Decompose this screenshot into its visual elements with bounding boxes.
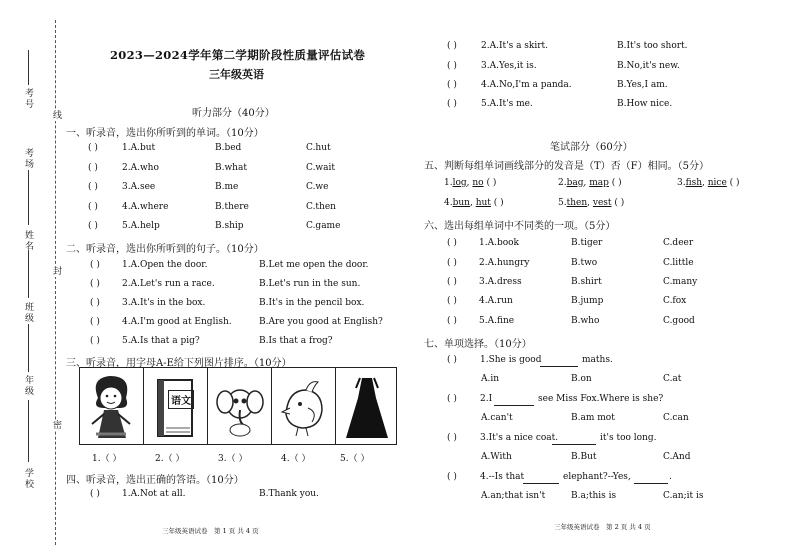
option-b: B.there	[215, 202, 249, 212]
option-a: 4.A.I'm good at English.	[122, 317, 232, 327]
answer-bracket[interactable]: ( )	[447, 61, 457, 71]
option-b: B.Is that a frog?	[259, 336, 333, 346]
answer-bracket[interactable]: ( )	[90, 336, 100, 346]
option-a: A.an;that isn't	[481, 491, 546, 501]
option-c: C.And	[663, 452, 691, 462]
phonics-item-3: 3.fish, nice ( )	[677, 178, 740, 188]
answer-bracket[interactable]: ( )	[729, 178, 740, 188]
answer-bracket[interactable]: ( )	[90, 298, 100, 308]
option-a: 1.A.but	[122, 143, 156, 153]
question-text: 2.I	[480, 394, 493, 404]
answer-bracket[interactable]: ( )	[88, 163, 98, 173]
book-cover-text: 语文	[168, 390, 194, 409]
option-c: C.good	[663, 316, 695, 326]
answer-blank[interactable]	[494, 405, 534, 406]
question-text: 3.It's a nice coat.	[480, 433, 559, 443]
option-a: 4.A.No,I'm a panda.	[481, 80, 572, 90]
option-a: 5.A.fine	[479, 316, 515, 326]
bird-picture	[272, 368, 336, 444]
question-tail: see Miss Fox.Where is she?	[538, 394, 664, 404]
option-a: 3.A.dress	[479, 277, 522, 287]
answer-bracket[interactable]: ( )	[611, 178, 622, 188]
word-2: vest	[592, 198, 612, 208]
picture-order-blank-2[interactable]: 2.（ ）	[155, 454, 185, 464]
answer-blank[interactable]	[634, 483, 668, 484]
option-a: 3.A.see	[122, 182, 156, 192]
binding-field-exam-room: 考场	[23, 148, 33, 170]
option-a: 2.A.It's a skirt.	[481, 41, 549, 51]
option-c: C.deer	[663, 238, 694, 248]
option-b: B.No,it's new.	[617, 61, 680, 71]
question-text: 4.--Is that	[480, 472, 525, 482]
binding-field-exam-number: 考号	[23, 88, 33, 110]
picture-order-blank-5[interactable]: 5.（ ）	[340, 454, 370, 464]
option-c: C.game	[306, 221, 341, 231]
option-a: 2.A.Let's run a race.	[122, 279, 215, 289]
answer-bracket[interactable]: ( )	[486, 178, 497, 188]
option-c: C.at	[663, 374, 682, 384]
picture-order-blank-3[interactable]: 3.（ ）	[218, 454, 248, 464]
picture-strip	[79, 367, 397, 445]
option-a: 5.A.Is that a pig?	[122, 336, 200, 346]
word-1: log	[452, 178, 467, 188]
phonics-item-1: 1.log, no ( )	[444, 178, 497, 188]
answer-bracket[interactable]: ( )	[447, 472, 457, 482]
phonics-item-5: 5.then, vest ( )	[558, 198, 625, 208]
option-b: B.ship	[215, 221, 244, 231]
answer-bracket[interactable]: ( )	[447, 258, 457, 268]
option-a: 2.A.hungry	[479, 258, 530, 268]
option-c: C.we	[306, 182, 329, 192]
doll-picture	[80, 368, 144, 444]
option-b: B.who	[571, 316, 600, 326]
option-c: C.an;it is	[663, 491, 704, 501]
option-b: B.Are you good at English?	[259, 317, 383, 327]
part7-title: 七、单项选择。（10分）	[424, 339, 532, 350]
answer-bracket[interactable]: ( )	[614, 198, 625, 208]
option-c: C.can	[663, 413, 689, 423]
answer-blank[interactable]	[523, 483, 559, 484]
answer-bracket[interactable]: ( )	[447, 355, 457, 365]
word-1: bag	[566, 178, 584, 188]
option-b: B.am mot	[571, 413, 615, 423]
part3-title: 三、听录音，用字母A-E给下列图片排序。（10分）	[66, 358, 292, 369]
answer-bracket[interactable]: ( )	[90, 279, 100, 289]
option-a: 3.A.It's in the box.	[122, 298, 206, 308]
option-b: B.bed	[215, 143, 242, 153]
exam-title: 2023—2024学年第二学期阶段性质量评估试卷	[110, 48, 366, 62]
option-b: B.tiger	[571, 238, 603, 248]
binding-blank-4	[28, 324, 29, 372]
elephant-picture	[208, 368, 272, 444]
option-b: B.Thank you.	[259, 489, 319, 499]
question-tail: elephant?--Yes,	[563, 472, 631, 482]
option-b: B.Yes,I am.	[617, 80, 668, 90]
chinese-book-picture	[144, 368, 208, 444]
option-c: C.many	[663, 277, 698, 287]
word-2: nice	[707, 178, 727, 188]
option-b: B.It's in the pencil box.	[259, 298, 365, 308]
answer-bracket[interactable]: ( )	[493, 198, 504, 208]
option-a: 4.A.where	[122, 202, 169, 212]
option-b: B.How nice.	[617, 99, 673, 109]
word-2: map	[589, 178, 609, 188]
option-a: A.in	[481, 374, 500, 384]
binding-blank-3	[28, 250, 29, 298]
answer-bracket[interactable]: ( )	[447, 394, 457, 404]
part4-title: 四、听录音，选出正确的答语。（10分）	[66, 475, 244, 486]
answer-bracket[interactable]: ( )	[447, 41, 457, 51]
option-a: 2.A.who	[122, 163, 159, 173]
picture-order-blank-4[interactable]: 4.（ ）	[281, 454, 311, 464]
picture-order-blank-1[interactable]: 1.（ ）	[92, 454, 122, 464]
answer-bracket[interactable]: ( )	[447, 80, 457, 90]
option-b: B.two	[571, 258, 598, 268]
option-c: C.hut	[306, 143, 331, 153]
question-text: 1.She is good	[480, 355, 542, 365]
answer-bracket[interactable]: ( )	[88, 143, 98, 153]
binding-blank-2	[28, 170, 29, 225]
part1-title: 一、听录音，选出你所听到的单词。（10分）	[66, 128, 264, 139]
option-a: 5.A.help	[122, 221, 160, 231]
option-b: B.Let's run in the sun.	[259, 279, 361, 289]
option-b: B.shirt	[571, 277, 602, 287]
option-a: 1.A.Not at all.	[122, 489, 186, 499]
answer-bracket[interactable]: ( )	[447, 296, 457, 306]
word-2: no	[472, 178, 484, 188]
answer-bracket[interactable]: ( )	[88, 182, 98, 192]
listening-heading: 听力部分（40分）	[192, 108, 275, 119]
option-c: C.then	[306, 202, 336, 212]
answer-bracket[interactable]: ( )	[88, 221, 98, 231]
option-b: B.a;this is	[571, 491, 617, 501]
answer-bracket[interactable]: ( )	[447, 238, 457, 248]
option-b: B.on	[571, 374, 592, 384]
part5-title: 五、判断每组单词画线部分的发音是（T）否（F）相同。（5分）	[424, 161, 709, 172]
dress-picture	[336, 368, 399, 444]
binding-field-class: 班级	[23, 302, 33, 324]
binding-field-school: 学校	[23, 468, 33, 490]
answer-bracket[interactable]: ( )	[447, 277, 457, 287]
binding-marker-line: 线	[51, 110, 61, 121]
answer-bracket[interactable]: ( )	[90, 260, 100, 270]
option-c: C.wait	[306, 163, 335, 173]
answer-bracket[interactable]: ( )	[447, 99, 457, 109]
binding-blank-5	[28, 400, 29, 462]
binding-marker-seal: 封	[51, 266, 61, 277]
option-c: C.little	[663, 258, 694, 268]
option-a: 1.A.book	[479, 238, 519, 248]
word-1: bun	[452, 198, 470, 208]
answer-bracket[interactable]: ( )	[90, 317, 100, 327]
binding-blank-1	[28, 50, 29, 85]
option-a: A.With	[481, 452, 512, 462]
answer-bracket[interactable]: ( )	[88, 202, 98, 212]
option-b: B.Let me open the door.	[259, 260, 369, 270]
question-tail: maths.	[582, 355, 613, 365]
option-a: A.can't	[481, 413, 513, 423]
option-b: B.But	[571, 452, 597, 462]
option-c: C.fox	[663, 296, 687, 306]
binding-field-grade: 年级	[23, 375, 33, 397]
option-b: B.jump	[571, 296, 604, 306]
phonics-item-4: 4.bun, hut ( )	[444, 198, 504, 208]
answer-blank[interactable]	[552, 444, 596, 445]
option-b: B.It's too short.	[617, 41, 688, 51]
written-heading: 笔试部分（60分）	[550, 142, 633, 153]
answer-blank[interactable]	[540, 366, 578, 367]
option-b: B.me	[215, 182, 239, 192]
phonics-item-2: 2.bag, map ( )	[558, 178, 622, 188]
footer-right: 三年级英语试卷 第 2 页 共 4 页	[554, 523, 651, 531]
answer-bracket[interactable]: ( )	[447, 316, 457, 326]
word-1: then	[566, 198, 588, 208]
part2-title: 二、听录音，选出你所听到的句子。（10分）	[66, 244, 264, 255]
answer-bracket[interactable]: ( )	[447, 433, 457, 443]
footer-left: 三年级英语试卷 第 1 页 共 4 页	[162, 527, 259, 535]
answer-bracket[interactable]: ( )	[90, 489, 100, 499]
part6-title: 六、选出每组单词中不同类的一项。（5分）	[424, 221, 616, 232]
binding-marker-secret: 密	[51, 420, 61, 431]
question-tail: it's too long.	[600, 433, 657, 443]
option-a: 3.A.Yes,it is.	[481, 61, 537, 71]
option-a: 4.A.run	[479, 296, 513, 306]
binding-dashed-line	[55, 20, 56, 545]
binding-field-name: 姓名	[23, 230, 33, 252]
option-a: 5.A.It's me.	[481, 99, 533, 109]
question-end: .	[669, 472, 672, 482]
word-2: hut	[475, 198, 491, 208]
option-a: 1.A.Open the door.	[122, 260, 208, 270]
exam-subtitle: 三年级英语	[209, 68, 264, 81]
option-b: B.what	[215, 163, 247, 173]
word-1: fish	[685, 178, 703, 188]
